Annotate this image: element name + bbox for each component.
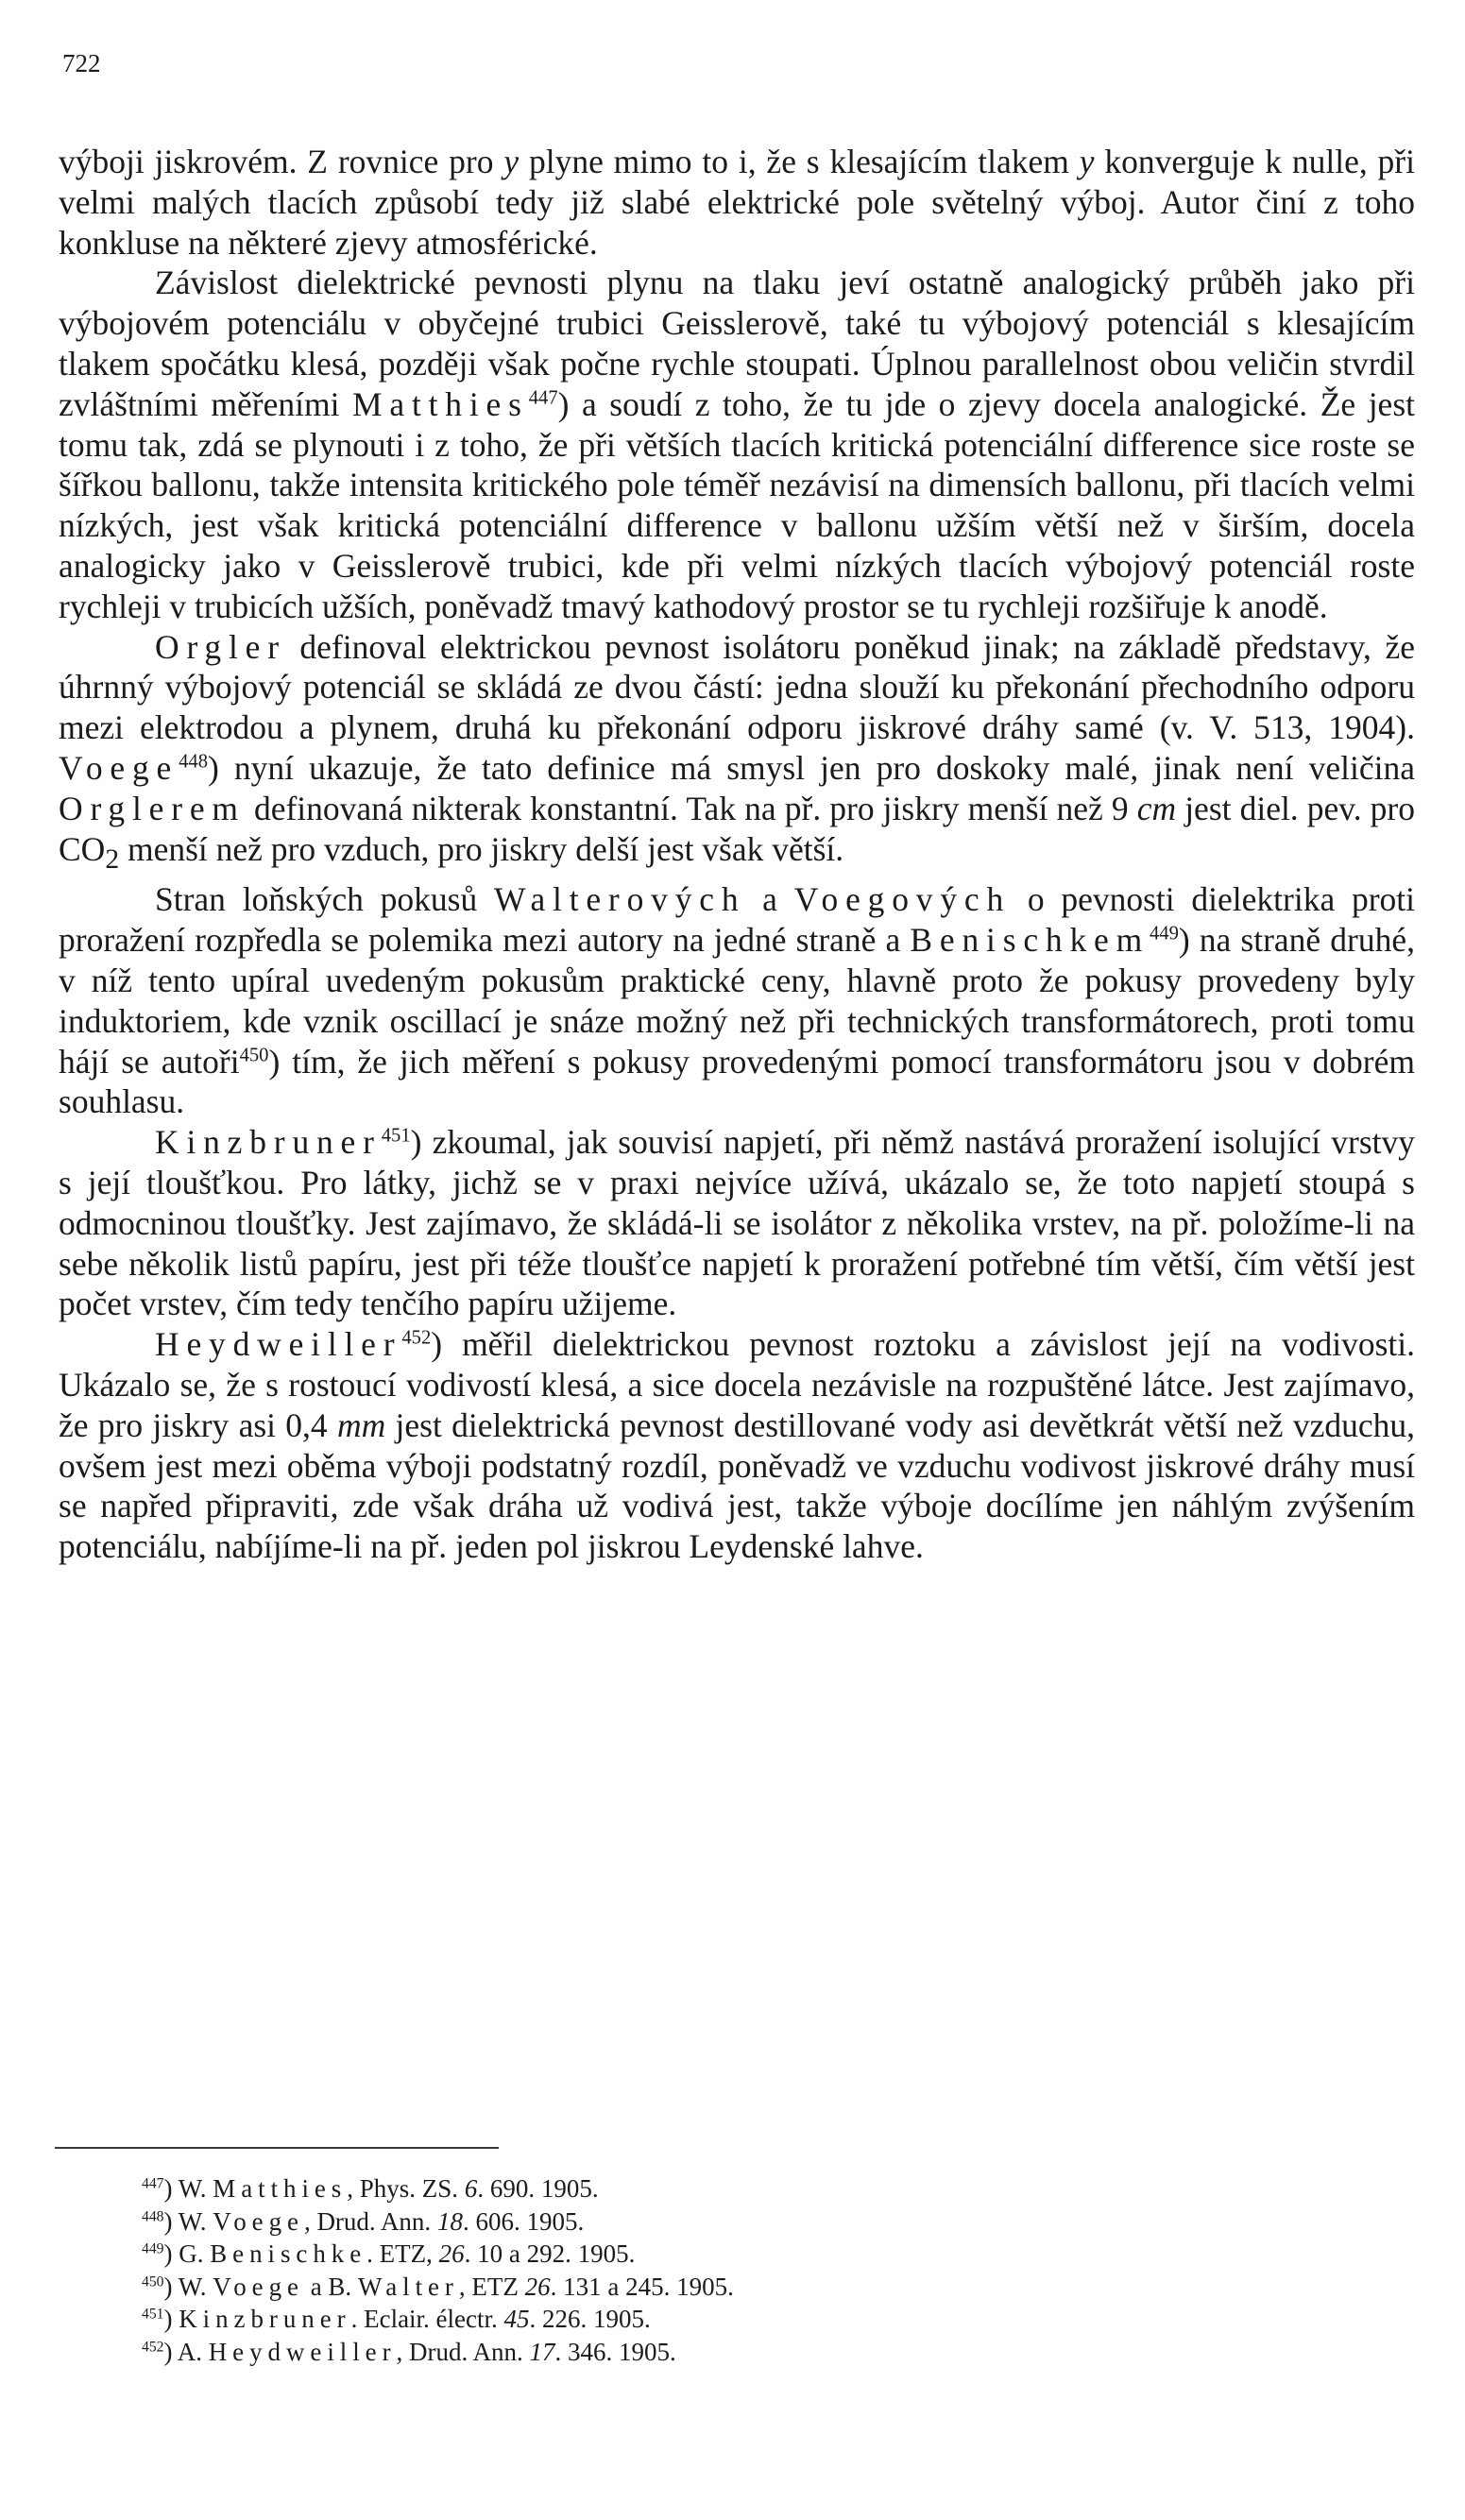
paragraph: [59, 263, 1415, 626]
author-name: Kinzbruner: [179, 2305, 351, 2333]
author-name: Kinzbruner: [155, 1123, 382, 1162]
footnote-ref: 451: [381, 1125, 411, 1147]
paragraph: [59, 142, 1415, 263]
author-name: Voegových: [793, 880, 1012, 919]
text-run: ) a soudí z toho, že tu jde o zjevy docela analogické. Že jest tomu tak, zdá se plynouti i z toho, že při větších tlacích kritická potenciální difference sice roste se šířkou ballonu, takže intensita kritického pole téměř nezávisí na dimensích ballonu, při tlacích velmi nízkých, jest však kritická potenciální difference v ballonu užším větší než v širším, docela analogicky jako v Geisslerově trubici, kde při velmi nízkých tlacích výbojový potenciál roste rychleji v trubicích užších, poněvadž tmavý kathodový prostor se tu rychleji rozšiřuje k anodě.: [59, 384, 1415, 625]
text-run: . Eclair. électr.: [350, 2305, 504, 2333]
author-name: Matthies: [352, 384, 529, 423]
author-name: Benischkem: [910, 921, 1150, 960]
author-name: Voege: [59, 748, 179, 787]
footnote-ref: 452: [401, 1327, 432, 1349]
text-run: , Drud. Ann.: [396, 2337, 530, 2366]
text-run: . 606. 1905.: [462, 2206, 585, 2236]
footnote-ref: 448: [142, 2208, 164, 2225]
paragraph: [59, 1122, 1415, 1324]
author-name: Orgler: [155, 627, 286, 666]
text-run: y: [1079, 143, 1095, 180]
author-name: Walter: [357, 2272, 459, 2301]
page-number: 722: [62, 49, 101, 77]
footnote: [142, 2205, 1275, 2239]
text-run: . 226. 1905.: [529, 2305, 651, 2333]
text-run: ) W.: [163, 2174, 213, 2203]
text-run: 17: [529, 2337, 555, 2366]
text-run: . ETZ,: [366, 2239, 439, 2268]
footnote-ref: 447: [528, 387, 558, 409]
text-run: výboji jiskrovém. Z rovnice pro: [59, 143, 504, 180]
footnote: [142, 2172, 1275, 2205]
text-run: Závislost dielektrické pevnosti plynu na tlaku jeví ostatně analogický průběh jako při výbojovém potenciálu v obyčejné trubici Geisslerově, také tu výbojový potenciál s klesajícím tlakem spočátku klesá, později však počne rychle stoupati. Úplnou parallelnost obou veličin stvrdil zvláštními měřeními: [59, 264, 1415, 423]
text-run: ) W.: [163, 2206, 213, 2236]
text-run: ) A.: [163, 2337, 209, 2366]
text-run: mm: [336, 1405, 386, 1444]
paragraph: [59, 627, 1415, 880]
main-text: [59, 142, 1415, 1567]
text-run: a B.: [303, 2272, 358, 2301]
text-run: jest diel. pev. pro CO: [59, 789, 1415, 868]
paragraph: [59, 879, 1415, 1122]
text-run: 2: [105, 843, 120, 875]
footnote: [142, 2336, 1275, 2369]
text-run: 18: [436, 2206, 463, 2236]
text-run: definovaná nikterak konstantní. Tak na př. pro jiskry menší než 9: [245, 789, 1137, 827]
author-name: Orglerem: [59, 789, 246, 827]
footnote-divider: [55, 2147, 499, 2149]
paragraph: [59, 1324, 1415, 1567]
text-run: ) zkoumal, jak souvisí napjetí, při němž nastává proražení isolující vrstvy s její tloušťkou. Pro látky, jichž se v praxi nejvíce užívá, ukázalo se, že toto napjetí stoupá s odmocninou tloušťky. Jest zajímavo, že skládá-li se isolátor z několika vrstev, na př. položíme-li na sebe několik listů papíru, jest při téže tloušťce napjetí k proražení potřebné tím větší, čím větší jest počet vrstev, čím tedy tenčího papíru užijeme.: [59, 1123, 1415, 1323]
text-run: , Phys. ZS.: [347, 2174, 465, 2203]
text-run: Stran loňských pokusů: [155, 880, 494, 919]
author-name: Voege: [213, 2272, 304, 2301]
text-run: 6: [464, 2174, 478, 2203]
footnote-ref: 451: [142, 2306, 164, 2323]
footnote: [142, 2303, 1275, 2336]
text-run: cm: [1136, 789, 1177, 827]
text-run: . 346. 1905.: [554, 2337, 676, 2366]
text-run: . 10 a 292. 1905.: [464, 2239, 636, 2268]
text-run: ) W.: [163, 2272, 213, 2301]
author-name: Voege: [213, 2206, 304, 2236]
text-run: . 131 a 245. 1905.: [550, 2272, 734, 2301]
footnote-ref: 450: [239, 1045, 269, 1066]
author-name: Matthies: [213, 2174, 348, 2203]
text-run: 45: [503, 2305, 530, 2333]
text-run: konverguje k nulle, při velmi malých tlacích způsobí tedy již slabé elektrické pole světelný výboj. Autor činí z toho konkluse na některé zjevy atmosférické.: [59, 143, 1415, 262]
author-name: Heydweiller: [155, 1325, 402, 1364]
footnote: [142, 2238, 1275, 2271]
text-run: 26: [524, 2272, 551, 2301]
text-run: menší než pro vzduch, pro jiskry delší jest však větší.: [119, 829, 844, 868]
text-run: , Drud. Ann.: [303, 2206, 437, 2236]
author-name: Walterových: [493, 880, 746, 919]
text-run: o pevnosti dielektrika proti proražení rozpředla se polemika mezi autory na jedné straně a: [59, 880, 1416, 960]
footnote-ref: 448: [179, 751, 208, 773]
text-run: y: [503, 143, 520, 180]
author-name: Heydweiller: [208, 2337, 397, 2366]
text-run: plyne mimo to i, že s klesajícím tlakem: [519, 143, 1080, 180]
text-run: 26: [438, 2239, 465, 2268]
footnote: [142, 2271, 1275, 2304]
text-run: , ETZ: [458, 2272, 525, 2301]
footnote-ref: 452: [142, 2339, 164, 2356]
author-name: Benischke: [210, 2239, 367, 2268]
text-run: ) na straně druhé, v níž tento upíral uvedeným pokusům praktické ceny, hlavně proto že pokusy provedeny byly induktoriem, kde vznik oscillací je snáze možný než při technických transformátorech, proti tomu hájí se autoři: [59, 921, 1415, 1081]
footnotes: [142, 2172, 1275, 2368]
text-run: ) G.: [163, 2239, 211, 2268]
footnote-ref: 449: [1150, 923, 1179, 945]
text-run: a: [745, 880, 794, 919]
text-run: ): [163, 2305, 179, 2333]
text-run: ) měřil dielektrickou pevnost roztoku a závislost její na vodivosti. Ukázalo se, že s rostoucí vodivostí klesá, a sice docela nezávisle na rozpuštěné látce. Jest zajímavo, že pro jiskry asi 0,4: [59, 1325, 1415, 1444]
footnote-ref: 447: [142, 2175, 164, 2192]
text-run: ) tím, že jich měření s pokusy provedenými pomocí transformátoru jsou v dobrém souhlasu.: [59, 1042, 1415, 1121]
text-run: definoval elektrickou pevnost isolátoru poněkud jinak; na základě představy, že úhrnný výbojový potenciál se skládá ze dvou částí: jedna slouží ku překonání přechodního odporu mezi elektrodou a plynem, druhá ku překonání odporu jiskrové dráhy samé (v. V. 513, 1904).: [59, 627, 1415, 747]
text-run: . 690. 1905.: [477, 2174, 599, 2203]
footnote-ref: 450: [142, 2273, 164, 2290]
text-run: jest dielektrická pevnost destillované vody asi devětkrát větší než vzduchu, ovšem jest mezi oběma výboji podstatný rozdíl, poněvadž ve vzduchu vodivost jiskrové dráhy musí se napřed připraviti, zde však dráha už vodivá jest, takže výboje docílíme jen náhlým zvýšením potenciálu, nabíjíme-li na př. jeden pol jiskrou Leydenské lahve.: [59, 1405, 1415, 1566]
text-run: ) nyní ukazuje, že tato definice má smysl jen pro doskoky malé, jinak není veličina: [208, 748, 1415, 787]
footnote-ref: 449: [142, 2240, 164, 2257]
